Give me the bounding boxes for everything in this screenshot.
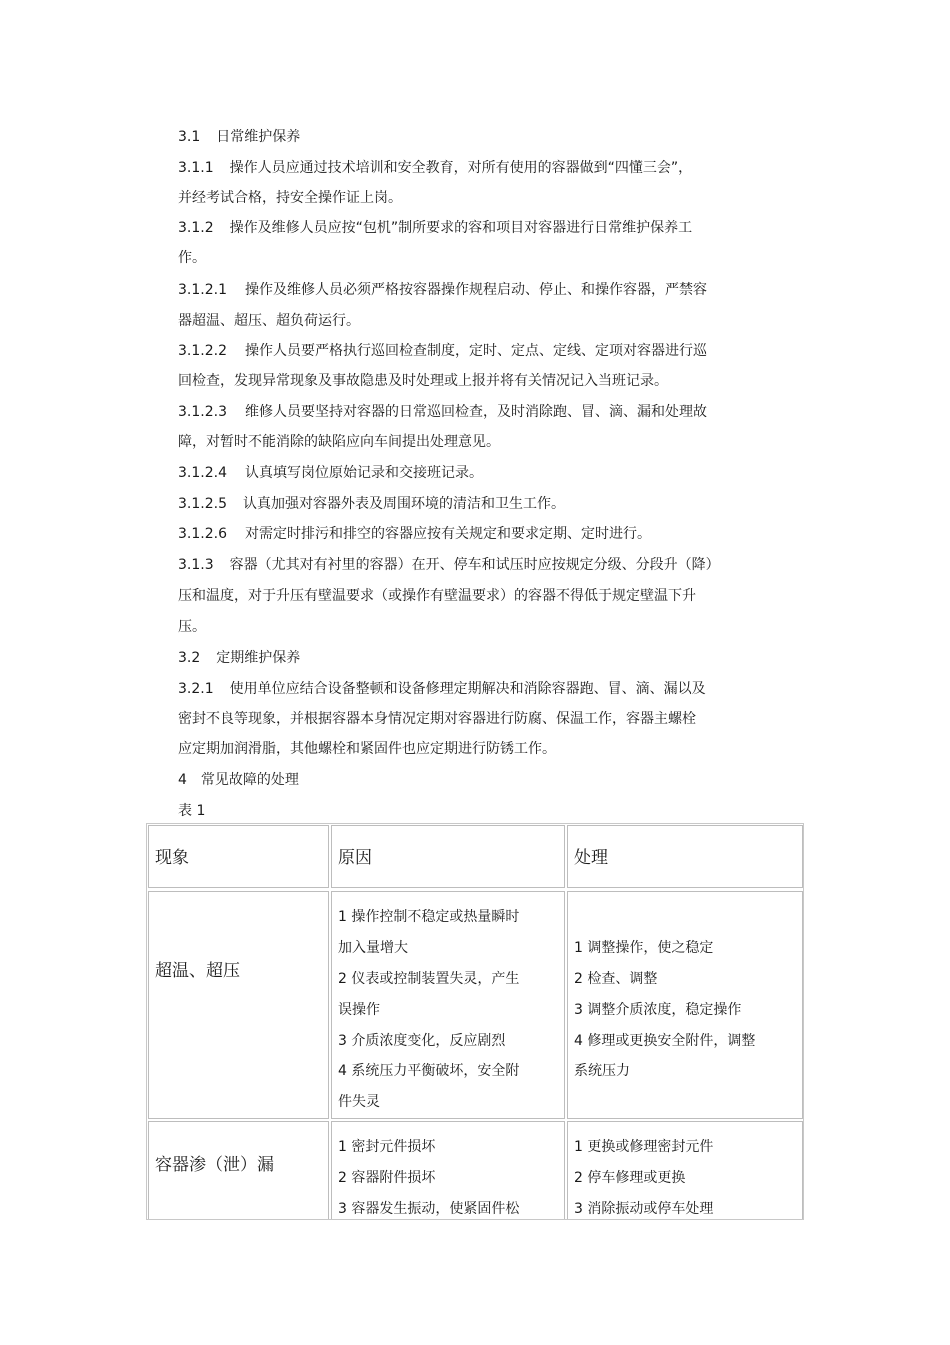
table-caption: 表 1 <box>178 803 206 819</box>
section-3-2-1-line2: 密封不良等现象，并根据容器本身情况定期对容器进行防腐、保温工作，容器主螺栓 <box>178 711 696 727</box>
section-3-1-2-5: 3.1.2.5 认真加强对容器外表及周围环境的清洁和卫生工作。 <box>178 496 565 512</box>
header-cell-action: 处理 <box>567 825 803 888</box>
section-3-1-3-line2: 压和温度，对于升压有壁温要求（或操作有壁温要求）的容器不得低于规定壁温下升 <box>178 588 696 604</box>
section-3-1-heading: 3.1 日常维护保养 <box>178 129 301 145</box>
row1-cause-cell <box>331 891 565 1119</box>
cause-line: 加入量增大 <box>338 940 408 956</box>
action-line: 系统压力 <box>574 1063 630 1079</box>
section-3-1-2-1-line2: 器超温、超压、超负荷运行。 <box>178 313 360 329</box>
action-line: 2 停车修理或更换 <box>574 1170 686 1186</box>
row2-phenomenon-cell: 容器渗（泄）漏 <box>148 1121 329 1220</box>
row1-action-cell <box>567 891 803 1119</box>
section-3-1-1-line2: 并经考试合格，持安全操作证上岗。 <box>178 190 402 206</box>
cause-line: 1 密封元件损坏 <box>338 1139 436 1155</box>
cause-line: 误操作 <box>338 1002 380 1018</box>
action-line: 3 调整介质浓度，稳定操作 <box>574 1002 742 1018</box>
section-3-1-2-line2: 作。 <box>178 250 206 266</box>
action-line: 2 检查、调整 <box>574 971 658 987</box>
section-3-2-heading: 3.2 定期维护保养 <box>178 650 301 666</box>
action-line: 3 消除振动或停车处理 <box>574 1201 714 1217</box>
header-cell-phenomenon: 现象 <box>148 825 329 888</box>
section-3-1-3-line3: 压。 <box>178 619 206 635</box>
action-line: 1 调整操作，使之稳定 <box>574 940 714 956</box>
section-3-2-1-line1: 3.2.1 使用单位应结合设备整顿和设备修理定期解决和消除容器跑、冒、滴、漏以及 <box>178 681 706 697</box>
section-3-1-2-6: 3.1.2.6 对需定时排污和排空的容器应按有关规定和要求定期、定时进行。 <box>178 526 651 542</box>
row2-cause-cell <box>331 1121 565 1220</box>
section-3-1-2-1-line1: 3.1.2.1 操作及维修人员必须严格按容器操作规程启动、停止、和操作容器，严禁容 <box>178 282 707 298</box>
cause-line: 件失灵 <box>338 1094 380 1110</box>
section-3-1-1-line1: 3.1.1 操作人员应通过技术培训和安全教育，对所有使用的容器做到“四懂三会”， <box>178 160 693 176</box>
section-4-heading: 4 常见故障的处理 <box>178 772 299 788</box>
section-3-1-2-3-line2: 障，对暂时不能消除的缺陷应向车间提出处理意见。 <box>178 434 500 450</box>
cause-line: 2 容器附件损坏 <box>338 1170 436 1186</box>
action-line: 4 修理或更换安全附件，调整 <box>574 1033 756 1049</box>
section-3-1-2-line1: 3.1.2 操作及维修人员应按“包机”制所要求的容和项目对容器进行日常维护保养工 <box>178 220 693 236</box>
section-3-2-1-line3: 应定期加润滑脂，其他螺栓和紧固件也应定期进行防锈工作。 <box>178 741 556 757</box>
section-3-1-2-4: 3.1.2.4 认真填写岗位原始记录和交接班记录。 <box>178 465 483 481</box>
section-3-1-2-3-line1: 3.1.2.3 维修人员要坚持对容器的日常巡回检查，及时消除跑、冒、滴、漏和处理故 <box>178 404 707 420</box>
cause-line: 3 介质浓度变化，反应剧烈 <box>338 1033 506 1049</box>
row1-phenomenon-cell: 超温、超压 <box>148 891 329 1119</box>
header-cell-cause: 原因 <box>331 825 565 888</box>
section-3-1-2-2-line1: 3.1.2.2 操作人员要严格执行巡回检查制度，定时、定点、定线、定项对容器进行巡 <box>178 343 707 359</box>
cause-line: 2 仪表或控制装置失灵，产生 <box>338 971 520 987</box>
section-3-1-3-line1: 3.1.3 容器（尤其对有衬里的容器）在开、停车和试压时应按规定分级、分段升（降） <box>178 557 720 573</box>
section-3-1-2-2-line2: 回检查，发现异常现象及事故隐患及时处理或上报并将有关情况记入当班记录。 <box>178 373 668 389</box>
action-line: 1 更换或修理密封元件 <box>574 1139 714 1155</box>
cause-line: 1 操作控制不稳定或热量瞬时 <box>338 909 520 925</box>
cause-line: 4 系统压力平衡破坏，安全附 <box>338 1063 520 1079</box>
fault-table <box>146 823 804 1220</box>
row2-action-cell <box>567 1121 803 1220</box>
cause-line: 3 容器发生振动，使紧固件松 <box>338 1201 520 1217</box>
